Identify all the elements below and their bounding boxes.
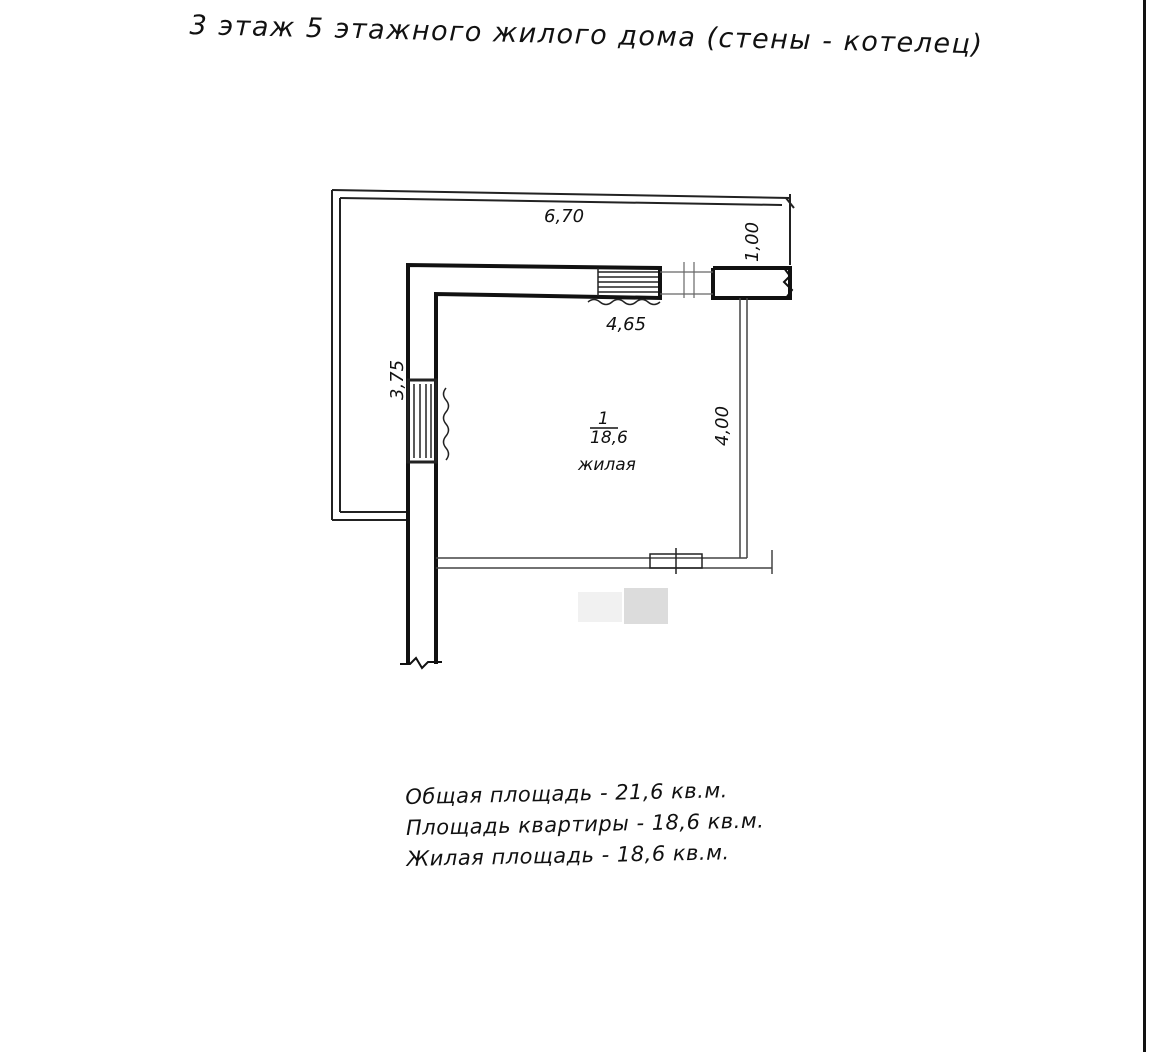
outer-contour [332, 190, 790, 198]
dim-left-wall: 3,75 [387, 359, 408, 400]
living-area: Жилая площадь - 18,6 кв.м. [406, 840, 730, 871]
apartment-area: Площадь квартиры - 18,6 кв.м. [405, 808, 765, 840]
bottom-door [650, 548, 702, 574]
dim-balcony-depth: 1,00 [742, 221, 763, 262]
scan-smudge [578, 588, 668, 624]
dim-wall-length: 4,65 [606, 314, 647, 335]
room-number: 1 [598, 409, 609, 429]
room-area: 18,6 [590, 428, 628, 448]
left-window [408, 380, 449, 462]
top-opening [660, 262, 713, 298]
right-wall-stub [713, 268, 790, 298]
total-area: Общая площадь - 21,6 кв.м. [405, 778, 729, 809]
room-type: жилая [578, 455, 636, 475]
area-summary [405, 773, 827, 875]
plan-title: 3 этаж 5 этажного жилого дома (стены - котелец) [189, 10, 984, 61]
outer-contour-inner [340, 198, 782, 205]
dim-outer-width: 6,70 [544, 206, 585, 227]
dim-room-depth: 4,00 [712, 405, 733, 446]
